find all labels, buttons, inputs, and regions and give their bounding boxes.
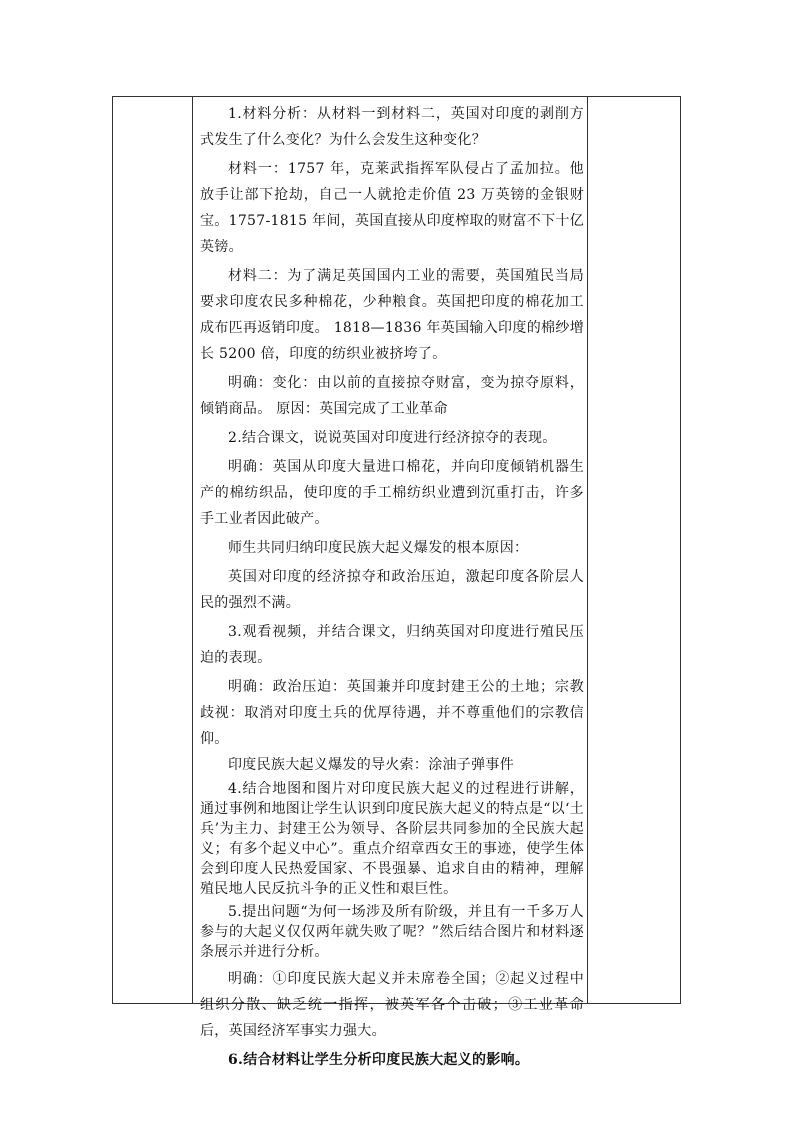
table-column-divider-right <box>587 97 588 1003</box>
answer-3: 明确：政治压迫：英国兼并印度封建王公的土地；宗教歧视：取消对印度土兵的优厚待遇，并不尊重他们的宗教信仰。 <box>200 679 584 747</box>
question-6: 6.结合材料让学生分析印度民族大起义的影响。 <box>228 1052 530 1068</box>
question-2: 2.结合课文，说说英国对印度进行经济掠夺的表现。 <box>228 430 557 446</box>
summary-text: 英国对印度的经济掠夺和政治压迫，激起印度各阶层人民的强烈不满。 <box>200 569 584 611</box>
material-1: 材料一：1757 年，克莱武指挥军队侵占了孟加拉。他放手让部下抢劫，自己一人就抢走价值 23 万英镑的金银财宝。1757-1815 年间，英国直接从印度榨取的财富不下十亿英镑。 <box>200 161 584 255</box>
answer-5: 明确：①印度民族大起义并未席卷全国；②起义过程中组织分散、缺乏统一指挥，被英军各个击破；③工业革命后，英国经济军事实力强大。 <box>200 971 584 1039</box>
answer-1: 明确：变化：由以前的直接掠夺财富，变为掠夺原料，倾销商品。 原因：英国完成了工业革命 <box>200 375 584 417</box>
summary-heading: 师生共同归纳印度民族大起义爆发的根本原因： <box>228 540 529 556</box>
question-3: 3.观看视频，并结合课文，归纳英国对印度进行殖民压迫的表现。 <box>200 624 584 666</box>
trigger-event: 印度民族大起义爆发的导火索：涂油子弹事件 <box>228 757 514 773</box>
table-column-divider-left <box>192 97 193 1003</box>
lesson-content-cell <box>200 101 584 1076</box>
question-5: 5.提出问题“为何一场涉及所有阶级，并且有一千多万人参与的大起义仅仅两年就失败了呢？”然后结合图片和材料逐条展示并进行分析。 <box>200 904 584 960</box>
answer-2: 明确：英国从印度大量进口棉花，并向印度倾销机器生产的棉纺织品，使印度的手工棉纺织业遭到沉重打击，许多手工业者因此破产。 <box>200 459 584 527</box>
question-1: 1.材料分析：从材料一到材料二，英国对印度的剥削方式发生了什么变化？为什么会发生这种变化？ <box>200 106 584 148</box>
material-2: 材料二：为了满足英国国内工业的需要，英国殖民当局要求印度农民多种棉花，少种粮食。英国把印度的棉花加工成布匹再返销印度。 1818—1836 年英国输入印度的棉纱增长 5200 倍，印度的纺织业被挤垮了。 <box>200 268 584 362</box>
question-4: 4.结合地图和图片对印度民族大起义的过程进行讲解，通过事例和地图让学生认识到印度民族大起义的特点是“以‘土兵’为主力、封建王公为领导、各阶层共同参加的全民族大起义；有多个起义中心”。重点介绍章西女王的事迹，使学生体会到印度人民热爱国家、不畏强暴、追求自由的精神，理解殖民地人民反抗斗争的正义性和艰巨性。 <box>200 781 585 897</box>
